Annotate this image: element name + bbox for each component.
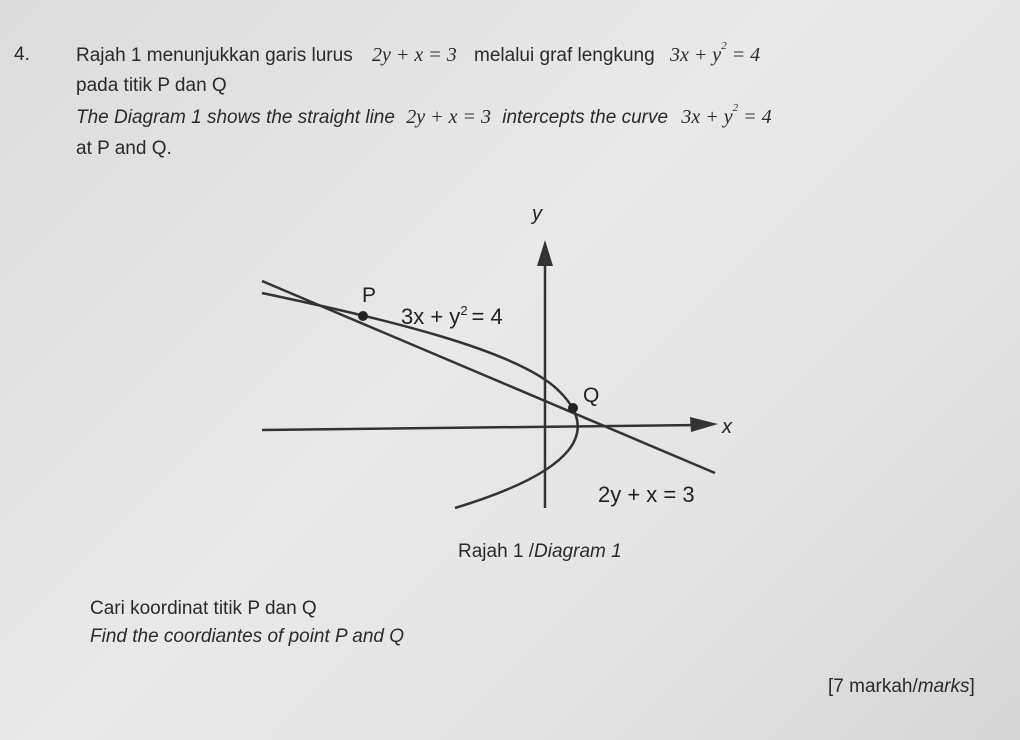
line-equation-en: 2y + x = 3 [406, 106, 491, 128]
marks-english: marks [917, 676, 970, 697]
task-english: Find the coordiantes of point P and Q [90, 626, 405, 647]
caption-malay: Rajah 1 / [458, 541, 535, 562]
caption-english: Diagram 1 [534, 541, 622, 562]
marks-close: ] [969, 676, 975, 697]
x-axis [262, 425, 700, 430]
point-p-dot [358, 311, 368, 321]
line-label: 2y + x = 3 [598, 482, 695, 507]
marks-label [828, 676, 975, 698]
question-number: 4. [14, 44, 30, 65]
english-line-1b-text: intercepts the curve [502, 107, 669, 128]
point-q-dot [568, 403, 578, 413]
english-line-1-text: The Diagram 1 shows the straight line [76, 107, 395, 128]
curve-label: $3x + y^2 = 4$ [401, 303, 503, 329]
point-p-label: P [362, 284, 377, 307]
line-equation: 2y + x = 3 [372, 44, 457, 66]
curve-equation-en: $3x + y^2 = 4$ [681, 102, 772, 128]
task-malay: Cari koordinat titik P dan Q [90, 598, 317, 619]
malay-line-1-text: Rajah 1 menunjukkan garis lurus [76, 45, 353, 66]
question-malay-line-2: pada titik P dan Q [76, 75, 227, 96]
y-axis-arrow [537, 240, 553, 266]
x-axis-label: x [722, 416, 732, 438]
curve-equation: $3x + y^2 = 4$ [669, 40, 761, 66]
diagram-caption [458, 541, 622, 563]
point-q-label: Q [583, 384, 600, 407]
question-english-line-2: at P and Q. [76, 138, 172, 159]
x-axis-arrow [690, 417, 718, 432]
malay-line-1b-text: melalui graf lengkung [474, 45, 655, 66]
marks-malay: [7 markah/ [828, 676, 918, 697]
y-axis-label: y [532, 203, 542, 225]
